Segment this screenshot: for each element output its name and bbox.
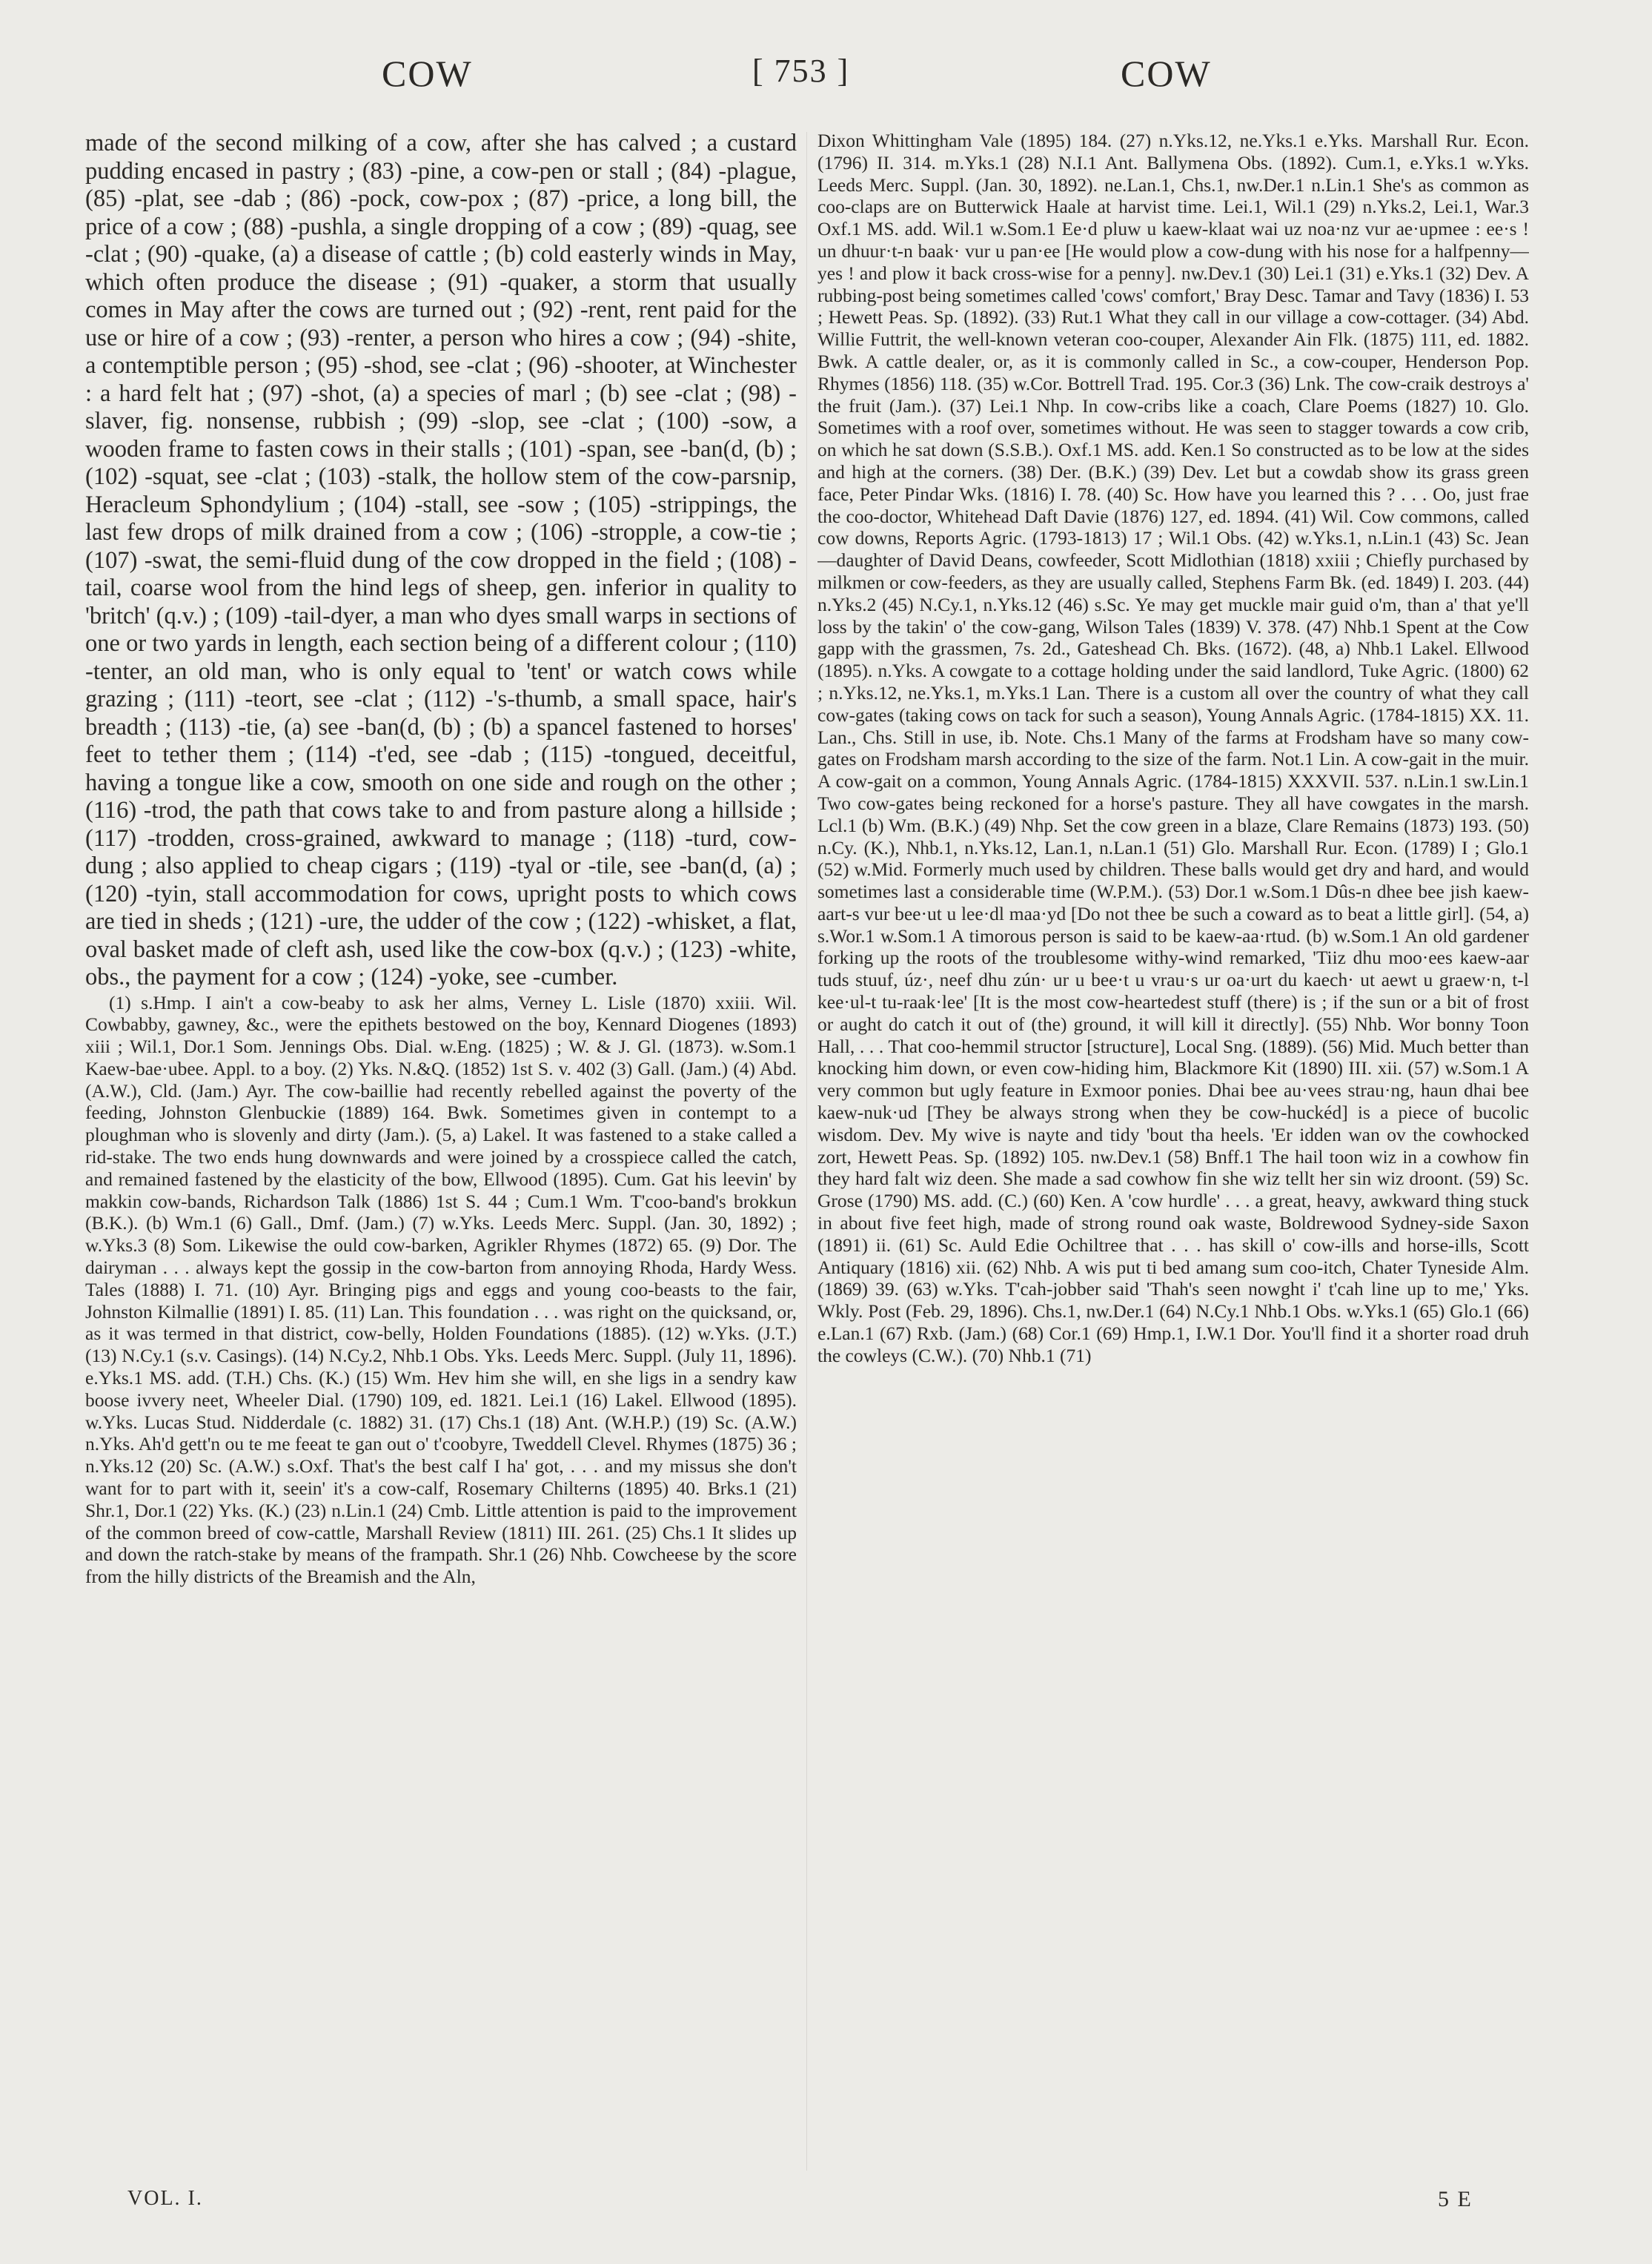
signature-mark: 5 E	[1438, 2187, 1473, 2211]
quotations-paragraph-right: Dixon Whittingham Vale (1895) 184. (27) n.Yks.12, ne.Yks.1 e.Yks. Marshall Rur. Econ. (1796) II. 314. m.Yks.1 (28) N.I.1 Ant. Ballymena Obs. (1892). Cum.1, e.Yks.1 w.Yks. Leeds Merc. Suppl. (Jan. 30, 1892). ne.Lan.1, Chs.1, nw.Der.1 n.Lin.1 She's as common as coo-claps are on Butterwick Haale at harvist time. Lei.1, Wil.1 (29) n.Yks.2, Lei.1, War.3 Oxf.1 MS. add. Wil.1 w.Som.1 Ee·d pluw u kaew-klaat wai uz noa·nz vur ae·upmee : ee·s ! un dhuur·t-n baak· vur u pan·ee [He would plow a cow-dung with his nose for a halfpenny—yes ! and plow it back cross-wise for a penny]. nw.Dev.1 (30) Lei.1 (31) e.Yks.1 (32) Dev. A rubbing-post being sometimes called 'cows' comfort,' Bray Desc. Tamar and Tavy (1836) I. 53 ; Hewett Peas. Sp. (1892). (33) Rut.1 What they call in our village a cow-cottager. (34) Abd. Willie Futtrit, the well-known veteran coo-couper, Alexander Ain Flk. (1875) 111, ed. 1882. Bwk. A cattle dealer, or, as it is commonly called in Sc., a cow-couper, Henderson Pop. Rhymes (1856) 118. (35) w.Cor. Bottrell Trad. 195. Cor.3 (36) Lnk. The cow-craik destroys a' the fruit (Jam.). (37) Lei.1 Nhp. In cow-cribs like a coach, Clare Poems (1827) 10. Glo. Sometimes with a roof over, sometimes without. He was seen to stagger towards a cow crib, on which he sat down (S.S.B.). Oxf.1 MS. add. Ken.1 So constructed as to be low at the sides and high at the corners. (38) Der. (B.K.) (39) Dev. Let but a cowdab show its grass green face, Peter Pindar Wks. (1816) I. 78. (40) Sc. How have you learned this ? . . . Oo, just frae the coo-doctor, Whitehead Daft Davie (1876) 127, ed. 1894. (41) Wil. Cow commons, called cow downs, Reports Agric. (1793-1813) 17 ; Wil.1 Obs. (42) w.Yks.1, n.Lin.1 (43) Sc. Jean—daughter of David Deans, cowfeeder, Scott Midlothian (1818) xxiii ; Chiefly purchased by milkmen or cow-feeders, as they are usually called, Stephens Farm Bk. (ed. 1849) I. 203. (44) n.Yks.2 (45) N.Cy.1, n.Yks.12 (46) s.Sc. Ye may get muckle mair guid o'm, than a' that ye'll loss by the takin' o' the cow-gang, Wilson Tales (1839) V. 378. (47) Nhb.1 Spent at the Cow gapp with the grassmen, 7s. 2d., Gateshead Ch. Bks. (1672). (48, a) Nhb.1 Lakel. Ellwood (1895). n.Yks. A cowgate to a cottage holding under the said landlord, Tuke Agric. (1800) 62 ; n.Yks.12, ne.Yks.1, m.Yks.1 Lan. There is a custom all over the country of what they call cow-gates (taking cows on tack for such a season), Young Annals Agric. (1784-1815) XX. 11. Lan., Chs. Still in use, ib. Note. Chs.1 Many of the farms at Frodsham have so many cow-gates on Frodsham marsh according to the size of the farm. Not.1 Lin. A cow-gait in the muir. A cow-gait on a common, Young Annals Agric. (1784-1815) XXXVII. 537. n.Lin.1 sw.Lin.1 Two cow-gates being reckoned for a horse's pasture. They all have cowgates in the marsh. Lcl.1 (b) Wm. (B.K.) (49) Nhp. Set the cow green in a blaze, Clare Remains (1873) 193. (50) n.Cy. (K.), Nhb.1, n.Yks.12, Lan.1, n.Lan.1 (51) Glo. Marshall Rur. Econ. (1789) I ; Glo.1 (52) w.Mid. Formerly much used by children. These balls would get dry and hard, and would sometimes last a considerable time (W.P.M.). (53) Dor.1 w.Som.1 Dûs-n dhee bee jish kaew-aart-s vur bee·ut u lee·dl maa·yd [Do not thee be such a coward as to beat a little girl]. (54, a) s.Wor.1 w.Som.1 A timorous person is said to be kaew-aa·rtud. (b) w.Som.1 An old gardener forking up the roots of the troublesome withy-wind remarked, 'Tiiz dhu moo·ees kaew-aar tuds stuuf, úz·, neef dhu zún· ur u bee·t u vrau·s ur oa·urt du kaech· ut aewt u graew·n, t-l kee·ul-t tu-raak·lee' [It is the most cow-heartedest stuff (there) is ; if the sun or a bit of frost or aught do catch it out of (the) ground, it will kill it directly]. (55) Nhb. Wor bonny Toon Hall, . . . That coo-hemmil structor [structure], Local Sng. (1889). (56) Mid. Much better than knocking him down, or even cow-hiding him, Blackmore Kit (1890) III. xii. (57) w.Som.1 A very common but ugly feature in Exmoor ponies. Dhai bee au·vees strau·ng, haun dhai bee kaew-nuk·ud [They be always strong when they be cow-huckéd] is a piece of bucolic wisdom. Dev. My wive is nayte and tidy 'bout tha heels. 'Er idden wan ov the cowhocked zort, Hewett Peas. Sp. (1892) 105. nw.Dev.1 (58) Bnff.1 The hail toon wiz in a cowhow fin they hard falt wiz deen. She made a sad cowhow fin she wiz tellt her sin wiz droont. (59) Sc. Grose (1790) MS. add. (C.) (60) Ken. A 'cow hurdle' . . . a great, heavy, awkward thing stuck in about five feet high, made of strong round oak waste, Boldrewood Sydney-side Saxon (1891) ii. (61) Sc. Auld Edie Ochiltree that . . . has skill o' cow-ills and horse-ills, Scott Antiquary (1816) xii. (62) Nhb. A wis put ti bed amang sum coo-itch, Chater Tyneside Alm. (1869) 39. (63) w.Yks. T'cah-jobber said 'Thah's seen nowght i' t'cah line up to me,' Yks. Wkly. Post (Feb. 29, 1896). Chs.1, nw.Der.1 (64) N.Cy.1 Nhb.1 Obs. w.Yks.1 (65) Glo.1 (66) e.Lan.1 (67) Rxb. (Jam.) (68) Cor.1 (69) Hmp.1, I.W.1 Dor. You'll find it a shorter road druh the cowleys (C.W.). (70) Nhb.1 (71)	[817, 130, 1529, 1366]
page-number: [ 753 ]	[752, 53, 850, 89]
running-head-right: COW	[1121, 53, 1212, 94]
quotations-paragraph-left: (1) s.Hmp. I ain't a cow-beaby to ask her alms, Verney L. Lisle (1870) xxiii. Wil. Cowbabby, gawney, &c., were the epithets bestowed on the boy, Kennard Diogenes (1893) xiii ; Wil.1, Dor.1 Som. Jennings Obs. Dial. w.Eng. (1825) ; W. & J. Gl. (1873). w.Som.1 Kaew-bae·ubee. Appl. to a boy. (2) Yks. N.&Q. (1852) 1st S. v. 402 (3) Gall. (Jam.) (4) Abd. (A.W.), Cld. (Jam.) Ayr. The cow-baillie had recently rebelled against the poverty of the feeding, Johnston Glenbuckie (1889) 164. Bwk. Sometimes given in contempt to a ploughman who is slovenly and dirty (Jam.). (5, a) Lakel. It was fastened to a stake called a rid-stake. The two ends hung downwards and were joined by a crosspiece called the catch, and remained fastened by the elasticity of the bow, Ellwood (1895). Cum. Gat his leevin' by makkin cow-bands, Richardson Talk (1886) 1st S. 44 ; Cum.1 Wm. T'coo-band's brokkun (B.K.). (b) Wm.1 (6) Gall., Dmf. (Jam.) (7) w.Yks. Leeds Merc. Suppl. (Jan. 30, 1892) ; w.Yks.3 (8) Som. Likewise the ould cow-barken, Agrikler Rhymes (1872) 65. (9) Dor. The dairyman . . . always kept the gossip in the cow-barton from annoying Rhoda, Hardy Wess. Tales (1888) I. 71. (10) Ayr. Bringing pigs and eggs and young coo-beasts to the fair, Johnston Kilmallie (1891) I. 85. (11) Lan. This foundation . . . was right on the quicksand, or, as it was termed in that district, cow-belly, Holden Foundations (1885). (12) w.Yks. (J.T.) (13) N.Cy.1 (s.v. Casings). (14) N.Cy.2, Nhb.1 Obs. Yks. Leeds Merc. Suppl. (July 11, 1896). e.Yks.1 MS. add. (T.H.) Chs. (K.) (15) Wm. Hev him she will, en she ligs in a sendry kaw boose ivvery neet, Wheeler Dial. (1790) 109, ed. 1821. Lei.1 (16) Lakel. Ellwood (1895). w.Yks. Lucas Stud. Nidderdale (c. 1882) 31. (17) Chs.1 (18) Ant. (W.H.P.) (19) Sc. (A.W.) n.Yks. Ah'd gett'n ou te me feeat te gan out o' t'coobyre, Tweddell Clevel. Rhymes (1875) 36 ; n.Yks.12 (20) Sc. (A.W.) s.Oxf. That's the best calf I ha' got, . . . and my missus she don't want for to part with it, seein' it's a cow-calf, Rosemary Chilterns (1895) 40. Brks.1 (21) Shr.1, Dor.1 (22) Yks. (K.) (23) n.Lin.1 (24) Cmb. Little attention is paid to the improvement of the common breed of cow-cattle, Marshall Review (1811) III. 261. (25) Chs.1 It slides up and down the ratch-stake by means of the frampath. Shr.1 (26) Nhb. Cowcheese by the score from the hilly districts of the Breamish and the Aln,	[85, 991, 797, 1588]
volume-label: VOL. I.	[127, 2187, 203, 2210]
right-column	[817, 130, 1529, 2124]
left-column	[85, 130, 797, 2176]
running-head-left: COW	[382, 53, 473, 94]
definitions-paragraph: made of the second milking of a cow, after she has calved ; a custard pudding encased in pastry ; (83) -pine, a cow-pen or stall ; (84) -plague, (85) -plat, see -dab ; (86) -pock, cow-pox ; (87) -price, a long bill, the price of a cow ; (88) -pushla, a single dropping of a cow ; (89) -quag, see -clat ; (90) -quake, (a) a disease of cattle ; (b) cold easterly winds in May, which often produce the disease ; (91) -quaker, a storm that usually comes in May after the cows are turned out ; (92) -rent, rent paid for the use or hire of a cow ; (93) -renter, a person who hires a cow ; (94) -shite, a contemptible person ; (95) -shod, see -clat ; (96) -shooter, at Winchester : a hard felt hat ; (97) -shot, (a) a species of marl ; (b) see -clat ; (98) -slaver, fig. nonsense, rubbish ; (99) -slop, see -clat ; (100) -sow, a wooden frame to fasten cows in their stalls ; (101) -span, see -ban(d, (b) ; (102) -squat, see -clat ; (103) -stalk, the hollow stem of the cow-parsnip, Heracleum Sphondylium ; (104) -stall, see -sow ; (105) -strippings, the last few drops of milk drained from a cow ; (106) -stropple, a cow-tie ; (107) -swat, the semi-fluid dung of the cow dropped in the field ; (108) -tail, coarse wool from the hind legs of sheep, gen. inferior in quality to 'britch' (q.v.) ; (109) -tail-dyer, a man who dyes small warps in sections of one or two yards in length, each section being of a different colour ; (110) -tenter, an old man, who is only equal to 'tent' or watch cows while grazing ; (111) -teort, see -clat ; (112) -'s-thumb, a small space, hair's breadth ; (113) -tie, (a) see -ban(d, (b) ; (b) a spancel fastened to horses' feet to tether them ; (114) -t'ed, see -dab ; (115) -tongued, deceitful, having a tongue like a cow, smooth on one side and rough on the other ; (116) -trod, the path that cows take to and from pasture along a hillside ; (117) -trodden, cross-grained, awkward to manage ; (118) -turd, cow-dung ; also applied to cheap cigars ; (119) -tyal or -tile, see -ban(d, (a) ; (120) -tyin, stall accommodation for cows, upright posts to which cows are tied in sheds ; (121) -ure, the udder of the cow ; (122) -whisket, a flat, oval basket made of cleft ash, used like the cow-box (q.v.) ; (123) -white, obs., the payment for a cow ; (124) -yoke, see -cumber.	[85, 130, 797, 990]
column-divider	[806, 132, 807, 2171]
